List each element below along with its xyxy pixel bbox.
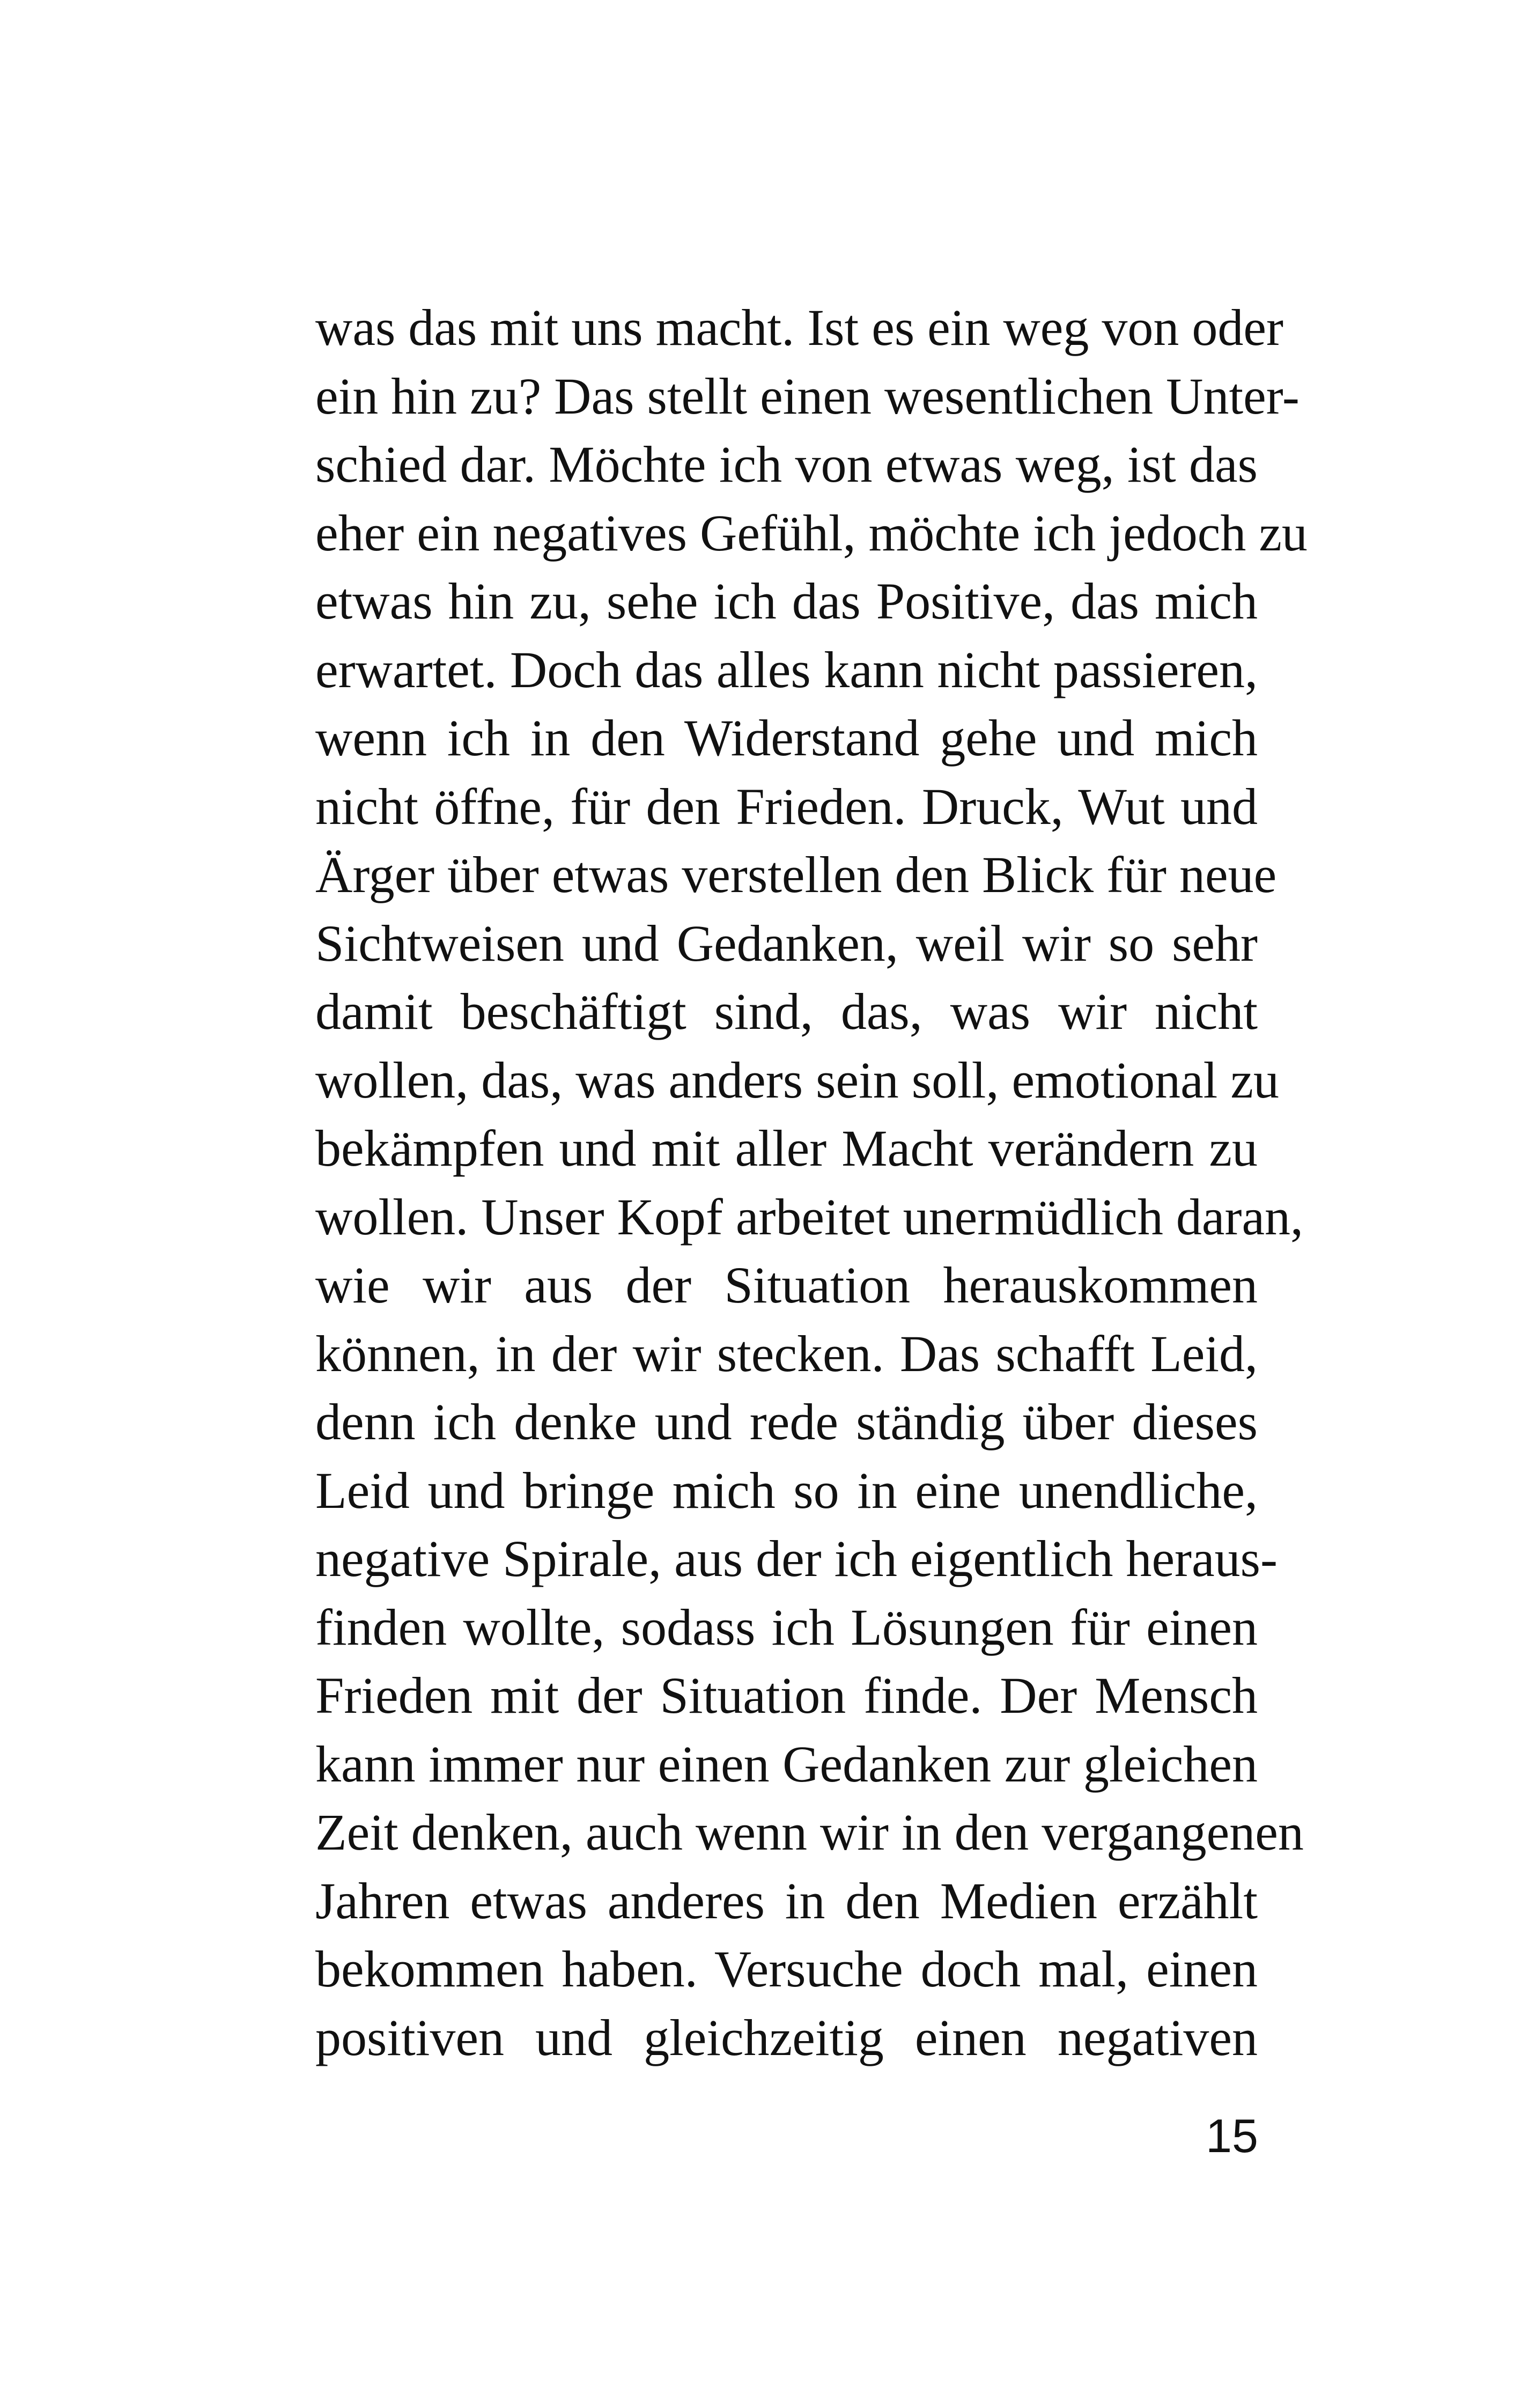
text-line: etwas hin zu, sehe ich das Positive, das mich [315, 572, 1258, 630]
text-line: wie wir aus der Situation herauskommen [315, 1256, 1258, 1314]
text-line: wollen. Unser Kopf arbeitet unermüdlich daran, [315, 1188, 1304, 1246]
text-line: bekämpfen und mit aller Macht verändern zu [315, 1120, 1258, 1177]
text-line: positiven und gleichzeitig einen negativen [315, 2008, 1258, 2066]
text-line: kann immer nur einen Gedanken zur gleichen [315, 1735, 1258, 1793]
text-line: Sichtweisen und Gedanken, weil wir so sehr [315, 914, 1258, 972]
text-line: wenn ich in den Widerstand gehe und mich [315, 709, 1258, 767]
text-line: Leid und bringe mich so in eine unendliche, [315, 1461, 1258, 1519]
text-line: Zeit denken, auch wenn wir in den vergangenen [315, 1803, 1304, 1861]
text-line: finden wollte, sodass ich Lösungen für einen [315, 1598, 1258, 1656]
text-line: erwartet. Doch das alles kann nicht passieren, [315, 640, 1258, 698]
text-line: können, in der wir stecken. Das schafft Leid, [315, 1324, 1258, 1382]
text-line: damit beschäftigt sind, das, was wir nicht [315, 983, 1258, 1040]
body-text [315, 293, 1308, 2072]
text-line: Frieden mit der Situation finde. Der Mensch [315, 1667, 1258, 1724]
text-line: Jahren etwas anderes in den Medien erzählt [315, 1872, 1258, 1930]
text-line: denn ich denke und rede ständig über dieses [315, 1393, 1258, 1450]
text-line: eher ein negatives Gefühl, möchte ich jedoch zu [315, 504, 1308, 562]
page-number: 15 [1206, 2109, 1258, 2162]
text-line: was das mit uns macht. Ist es ein weg von oder [315, 299, 1283, 356]
text-line: schied dar. Möchte ich von etwas weg, ist das [315, 436, 1258, 493]
text-line: Ärger über etwas verstellen den Blick für neue [315, 846, 1277, 903]
text-line: ein hin zu? Das stellt einen wesentlichen Unter- [315, 367, 1300, 425]
text-line: nicht öffne, für den Frieden. Druck, Wut und [315, 777, 1258, 835]
text-line: negative Spirale, aus der ich eigentlich heraus- [315, 1530, 1278, 1587]
text-line: bekommen haben. Versuche doch mal, einen [315, 1940, 1258, 1998]
text-line: wollen, das, was anders sein soll, emotional zu [315, 1051, 1279, 1109]
